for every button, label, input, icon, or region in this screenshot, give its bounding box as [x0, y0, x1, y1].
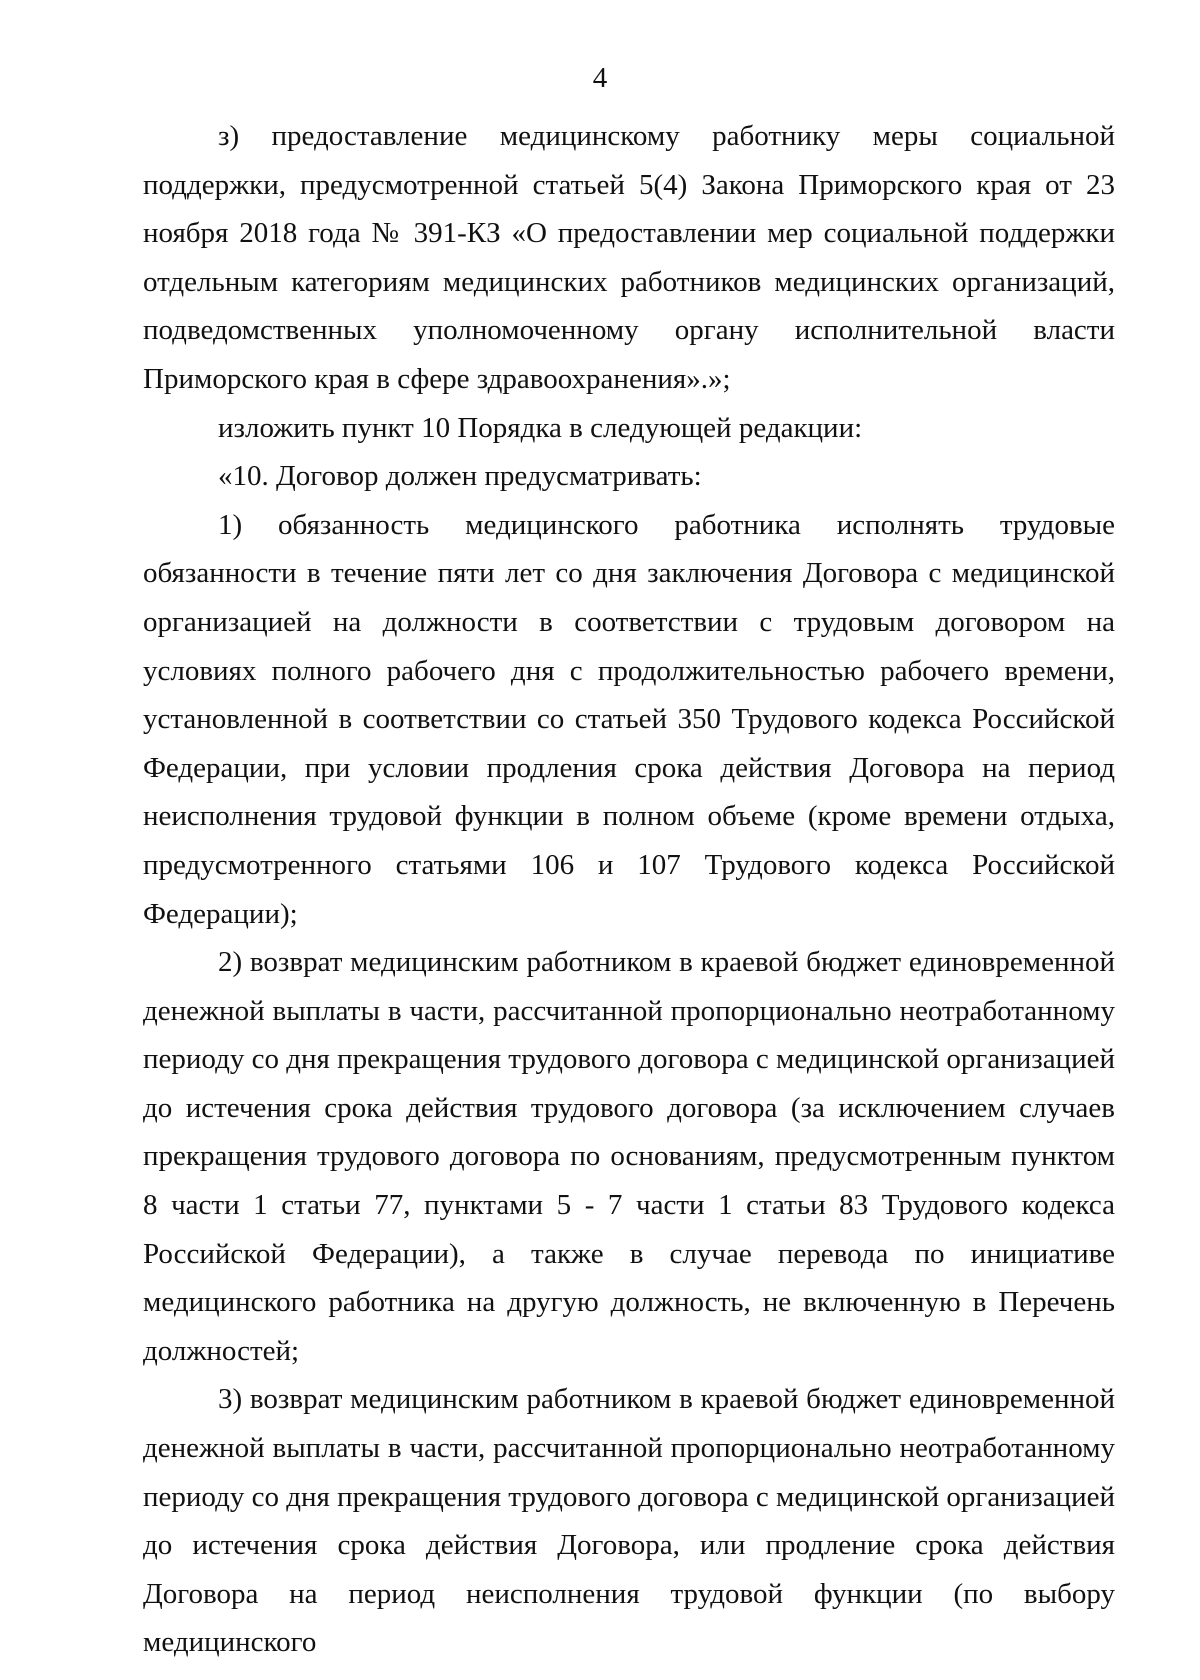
paragraph-item-1: 1) обязанность медицинского работника исполнять трудовые обязанности в течение пяти лет со дня заключения Договора с медицинской организацией на должности в соответствии с трудовым договором на условиях полного рабочего дня с продолжительностью рабочего времени, установленной в соответствии со статьей 350 Трудового кодекса Российской Федерации, при условии продления срока действия Договора на период неисполнения трудовой функции в полном объеме (кроме времени отдыха, предусмотренного статьями 106 и 107 Трудового кодекса Российской Федерации); [143, 508, 1115, 930]
document-body [143, 112, 1115, 1667]
paragraph-amendment-instruction: изложить пункт 10 Порядка в следующей редакции: [218, 411, 863, 444]
paragraph-clause-10-heading: «10. Договор должен предусматривать: [218, 460, 702, 493]
paragraph-item-z: з) предоставление медицинскому работнику меры социальной поддержки, предусмотренной статьей 5(4) Закона Приморского края от 23 ноября 2018 года № 391-КЗ «О предоставлении мер социальной поддержки отдельным категориям медицинских работников медицинских организаций, подведомственных уполномоченному органу исполнительной власти Приморского края в сфере здравоохранения».»; [143, 120, 1115, 395]
paragraph-item-3: 3) возврат медицинским работником в краевой бюджет единовременной денежной выплаты в части, рассчитанной пропорционально неотработанному периоду со дня прекращения трудового договора с медицинской организацией до истечения срока действия Договора, или продление срока действия Договора на период неисполнения трудовой функции (по выбору медицинского [143, 1383, 1115, 1659]
page-number: 4 [592, 62, 608, 94]
paragraph-item-2: 2) возврат медицинским работником в краевой бюджет единовременной денежной выплаты в части, рассчитанной пропорционально неотработанному периоду со дня прекращения трудового договора с медицинской организацией до истечения срока действия трудового договора (за исключением случаев прекращения трудового договора по основаниям, предусмотренным пунктом 8 части 1 статьи 77, пунктами 5 - 7 части 1 статьи 83 Трудового кодекса Российской Федерации), а также в случае перевода по инициативе медицинского работника на другую должность, не включенную в Перечень должностей; [143, 946, 1115, 1367]
